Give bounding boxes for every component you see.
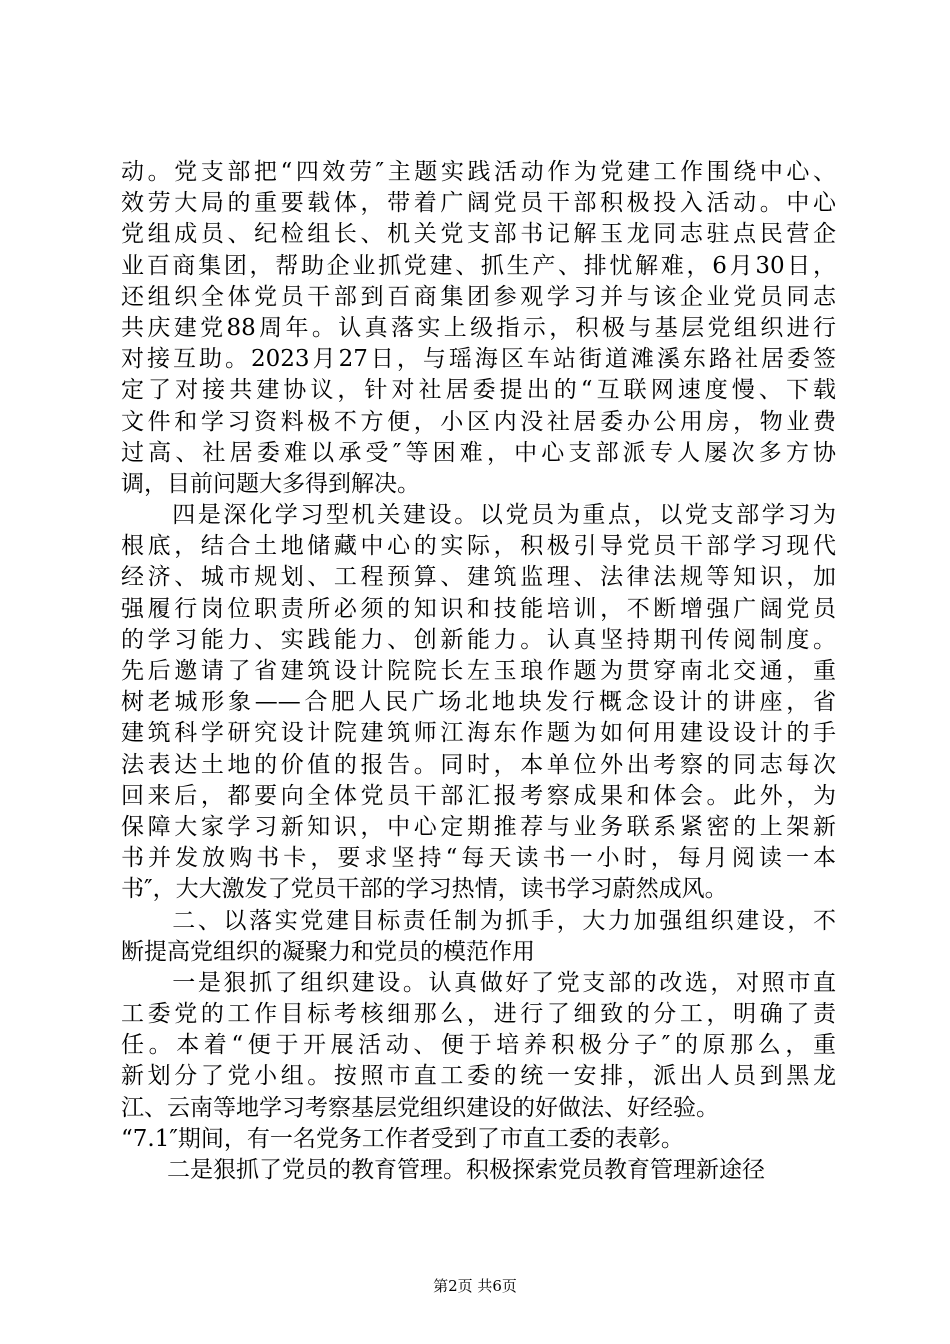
text-line: 回来后，都要向全体党员干部汇报考察成果和体会。此外，为 (121, 782, 836, 809)
page-number-footer: 第2页 共6页 (433, 1277, 517, 1295)
text-line: 动。党支部把“四效劳″主题实践活动作为党建工作围绕中心、 (121, 159, 836, 185)
text-line: 任。本着“便于开展活动、便于培养积极分子″的原那么，重 (121, 1032, 836, 1059)
text-line: 根底，结合土地储藏中心的实际，积极引导党员干部学习现代 (121, 533, 836, 560)
text-line: 过高、社居委难以承受″等困难，中心支部派专人屡次多方协 (121, 439, 836, 466)
text-line: 强履行岗位职责所必须的知识和技能培训，不断增强广阔党员 (121, 595, 836, 622)
text-line: 法表达土地的价值的报告。同时，本单位外出考察的同志每次 (121, 751, 836, 778)
text-line: 定了对接共建协议，针对社居委提出的“互联网速度慢、下载 (121, 377, 836, 404)
text-line: 效劳大局的重要载体，带着广阔党员干部积极投入活动。中心 (121, 190, 836, 217)
text-line: 经济、城市规划、工程预算、建筑监理、法律法规等知识，加 (121, 564, 836, 591)
text-line: 江、云南等地学习考察基层党组织建设的好做法、好经验。 (121, 1094, 719, 1121)
text-line: 建筑科学研究设计院建筑师江海东作题为如何用建设设计的手 (121, 720, 836, 747)
text-line: 二是狠抓了党员的教育管理。积极探索党员教育管理新途径 (121, 1157, 765, 1183)
text-line: “7.1″期间，有一名党务工作者受到了市直工委的表彰。 (121, 1125, 684, 1152)
text-line: 业百商集团，帮助企业抓党建、抓生产、排忧解难，6月30日， (121, 252, 836, 279)
section-heading-line: 断提高党组织的凝聚力和党员的模范作用 (121, 938, 535, 965)
text-line: 文件和学习资料极不方便，小区内没社居委办公用房，物业费 (121, 408, 836, 435)
text-line: 树老城形象——合肥人民广场北地块发行概念设计的讲座，省 (121, 689, 836, 716)
text-line: 的学习能力、实践能力、创新能力。认真坚持期刊传阅制度。 (121, 626, 836, 653)
text-line: 先后邀请了省建筑设计院院长左玉琅作题为贯穿南北交通，重 (121, 658, 836, 684)
text-line: 保障大家学习新知识，中心定期推荐与业务联系紧密的上架新 (121, 813, 836, 840)
document-body (121, 157, 836, 1186)
text-line: 书并发放购书卡，要求坚持“每天读书一小时，每月阅读一本 (121, 845, 836, 872)
section-heading-line: 二、以落实党建目标责任制为抓手，大力加强组织建设，不 (121, 907, 836, 934)
text-line: 党组成员、纪检组长、机关党支部书记解玉龙同志驻点民营企 (121, 221, 836, 248)
text-line: 一是狠抓了组织建设。认真做好了党支部的改选，对照市直 (121, 969, 836, 996)
text-line: 对接互助。2023月27日，与瑶海区车站街道滩溪东路社居委签 (121, 346, 836, 373)
text-line: 工委党的工作目标考核细那么，进行了细致的分工，明确了责 (121, 1001, 836, 1028)
text-line: 调，目前问题大多得到解决。 (121, 470, 420, 497)
text-line: 还组织全体党员干部到百商集团参观学习并与该企业党员同志 (121, 283, 836, 310)
text-line: 四是深化学习型机关建设。以党员为重点，以党支部学习为 (121, 502, 836, 529)
text-line: 新划分了党小组。按照市直工委的统一安排，派出人员到黑龙 (121, 1063, 836, 1090)
text-line: 共庆建党88周年。认真落实上级指示，积极与基层党组织进行 (121, 314, 836, 341)
text-line: 书″，大大激发了党员干部的学习热情，读书学习蔚然成风。 (121, 876, 728, 903)
